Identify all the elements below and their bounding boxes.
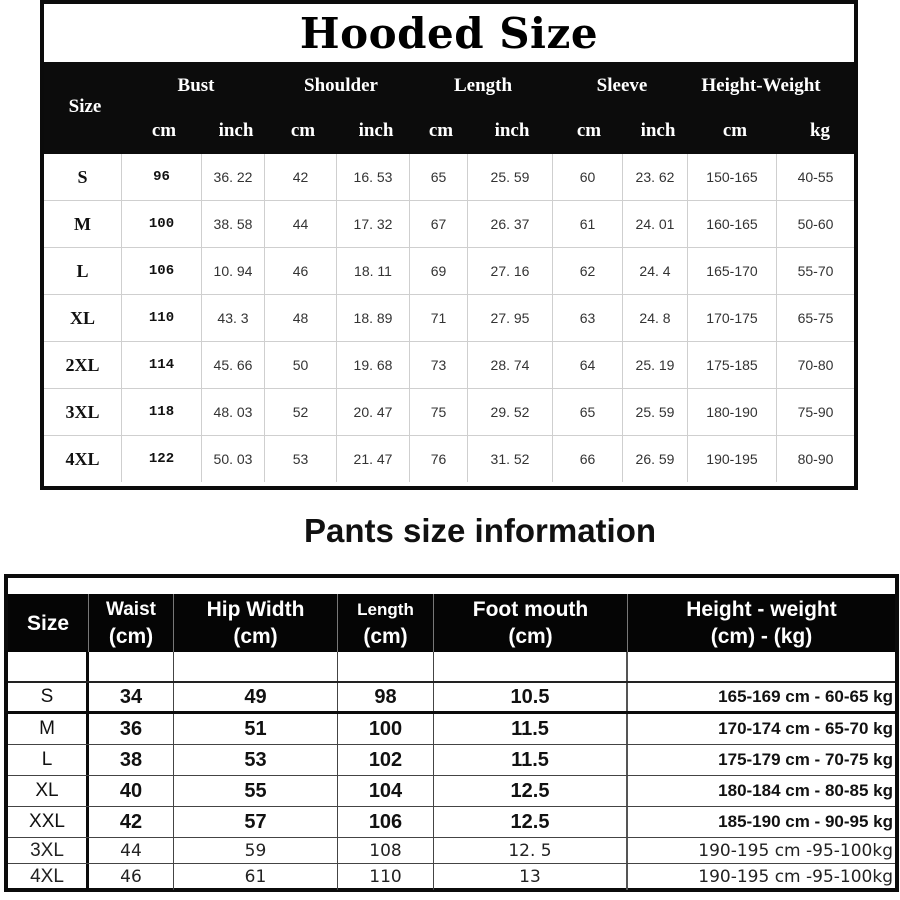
size-cell: M [8, 714, 89, 744]
sleeve-inch: 26. 59 [623, 436, 688, 482]
header-foot-mouth [434, 594, 628, 652]
table-row [8, 745, 895, 776]
sleeve-cm: 62 [553, 248, 623, 294]
sleeve-inch: 25. 19 [623, 342, 688, 388]
height-weight-cell: 180-184 cm - 80-85 kg [718, 781, 893, 800]
foot-cell: 12.5 [434, 776, 628, 806]
hip-cell: 59 [174, 838, 338, 863]
bust-inch: 48. 03 [202, 389, 265, 435]
size-cell: 3XL [44, 389, 122, 435]
sleeve-cm: 60 [553, 154, 623, 200]
sleeve-inch: 25. 59 [623, 389, 688, 435]
weight-kg: 80-90 [797, 451, 834, 467]
size-cell: 3XL [8, 838, 89, 863]
length-cell: 108 [338, 838, 434, 863]
length-cell: 98 [338, 683, 434, 711]
table-row [44, 248, 854, 295]
length-cm: 71 [410, 295, 468, 341]
bust-cm: 110 [122, 295, 202, 341]
header-bust: Bust [177, 75, 215, 96]
header-length [338, 594, 434, 652]
weight-kg: 40-55 [797, 169, 834, 185]
shoulder-inch: 20. 47 [337, 389, 410, 435]
bust-cm: 114 [122, 342, 202, 388]
hip-cell: 49 [174, 683, 338, 711]
shoulder-inch: 17. 32 [337, 201, 410, 247]
sleeve-inch: 23. 62 [623, 154, 688, 200]
height-cm: 180-190 [688, 389, 777, 435]
foot-cell: 13 [434, 864, 628, 890]
size-cell: L [8, 745, 89, 775]
header-waist-l1: Waist [106, 599, 156, 620]
length-inch: 26. 37 [468, 201, 553, 247]
sleeve-inch: 24. 01 [623, 201, 688, 247]
unit-hw-kg: kg [809, 120, 831, 141]
header-size: Size [68, 96, 102, 117]
header-length: Length [453, 75, 513, 96]
length-cell: 102 [338, 745, 434, 775]
sleeve-inch: 24. 4 [623, 248, 688, 294]
header-foot-l2: (cm) [508, 625, 553, 648]
weight-kg: 65-75 [797, 310, 834, 326]
unit-bust-cm: cm [151, 120, 177, 141]
pants-title: Pants size information [303, 512, 657, 549]
height-weight-cell: 165-169 cm - 60-65 kg [718, 687, 893, 706]
table-row [8, 807, 895, 838]
pants-header [8, 594, 895, 652]
height-cm: 190-195 [688, 436, 777, 482]
blank-cell [174, 652, 338, 681]
header-foot-l1: Foot mouth [472, 598, 589, 621]
shoulder-inch: 18. 89 [337, 295, 410, 341]
bust-cm: 122 [122, 436, 202, 482]
blank-cell [434, 652, 628, 681]
height-cm: 160-165 [688, 201, 777, 247]
waist-cell: 44 [89, 838, 174, 863]
size-cell: S [44, 154, 122, 200]
hip-cell: 51 [174, 714, 338, 744]
bust-cm: 100 [122, 201, 202, 247]
header-hip-l2: (cm) [233, 625, 278, 648]
header-sleeve: Sleeve [596, 75, 648, 96]
unit-length-inch: inch [494, 120, 530, 141]
table-row [44, 389, 854, 436]
shoulder-cm: 52 [265, 389, 337, 435]
height-weight-cell: 190-195 cm -95-100kg [698, 867, 893, 887]
height-cm: 165-170 [688, 248, 777, 294]
weight-kg: 70-80 [797, 357, 834, 373]
header-hw-l2: (cm) - (kg) [710, 625, 813, 648]
waist-cell: 36 [89, 714, 174, 744]
header-hw-l1: Height - weight [686, 598, 837, 621]
height-cm: 170-175 [688, 295, 777, 341]
shoulder-cm: 48 [265, 295, 337, 341]
size-cell: 4XL [8, 864, 89, 890]
bust-inch: 45. 66 [202, 342, 265, 388]
length-cm: 73 [410, 342, 468, 388]
bust-cm: 106 [122, 248, 202, 294]
length-cell: 104 [338, 776, 434, 806]
length-inch: 27. 95 [468, 295, 553, 341]
weight-kg: 50-60 [797, 216, 834, 232]
table-row [44, 154, 854, 201]
unit-length-cm: cm [428, 120, 454, 141]
header-height-weight [628, 594, 895, 652]
hooded-size-table [40, 0, 858, 490]
table-row [44, 295, 854, 342]
height-weight-cell: 185-190 cm - 90-95 kg [718, 812, 893, 831]
shoulder-inch: 18. 11 [337, 248, 410, 294]
sleeve-cm: 66 [553, 436, 623, 482]
weight-kg: 75-90 [797, 404, 834, 420]
table-row [44, 201, 854, 248]
length-cm: 65 [410, 154, 468, 200]
size-cell: S [8, 683, 89, 711]
bust-cm: 118 [122, 389, 202, 435]
blank-row [8, 652, 895, 683]
length-cell: 110 [338, 864, 434, 890]
length-inch: 27. 16 [468, 248, 553, 294]
length-cell: 106 [338, 807, 434, 837]
bust-inch: 36. 22 [202, 154, 265, 200]
top-blank-row [8, 578, 895, 594]
shoulder-cm: 42 [265, 154, 337, 200]
pants-body [8, 683, 895, 890]
header-shoulder: Shoulder [304, 75, 378, 96]
sleeve-cm: 64 [553, 342, 623, 388]
sleeve-cm: 61 [553, 201, 623, 247]
header-size-label: Size [26, 611, 70, 635]
header-hip-width [174, 594, 338, 652]
unit-hw-cm: cm [722, 120, 748, 141]
sleeve-cm: 65 [553, 389, 623, 435]
hip-cell: 55 [174, 776, 338, 806]
size-cell: 4XL [44, 436, 122, 482]
size-cell: M [44, 201, 122, 247]
height-cm: 175-185 [688, 342, 777, 388]
shoulder-inch: 19. 68 [337, 342, 410, 388]
length-cm: 76 [410, 436, 468, 482]
shoulder-cm: 46 [265, 248, 337, 294]
length-inch: 28. 74 [468, 342, 553, 388]
header-size [8, 594, 89, 652]
length-inch: 25. 59 [468, 154, 553, 200]
waist-cell: 46 [89, 864, 174, 890]
table-row [8, 776, 895, 807]
hip-cell: 61 [174, 864, 338, 890]
header-hip-l1: Hip Width [206, 598, 305, 621]
bust-inch: 43. 3 [202, 295, 265, 341]
header-length-l2: (cm) [363, 625, 408, 648]
hip-cell: 57 [174, 807, 338, 837]
length-cm: 67 [410, 201, 468, 247]
unit-shoulder-inch: inch [358, 120, 394, 141]
length-inch: 31. 52 [468, 436, 553, 482]
blank-cell [8, 652, 89, 681]
blank-cell [338, 652, 434, 681]
header-waist-l2: (cm) [108, 625, 154, 648]
length-inch: 29. 52 [468, 389, 553, 435]
table-row [44, 436, 854, 482]
size-cell: XL [44, 295, 122, 341]
hooded-body [44, 154, 854, 482]
foot-cell: 11.5 [434, 714, 628, 744]
header-length-l1: Length [357, 600, 414, 619]
length-cm: 69 [410, 248, 468, 294]
blank-cell [89, 652, 174, 681]
pants-size-table [4, 574, 899, 892]
bust-inch: 50. 03 [202, 436, 265, 482]
bust-inch: 10. 94 [202, 248, 265, 294]
waist-cell: 38 [89, 745, 174, 775]
table-row [8, 683, 895, 714]
waist-cell: 40 [89, 776, 174, 806]
shoulder-inch: 21. 47 [337, 436, 410, 482]
unit-bust-inch: inch [218, 120, 254, 141]
table-row [8, 838, 895, 864]
table-row [44, 342, 854, 389]
shoulder-inch: 16. 53 [337, 154, 410, 200]
shoulder-cm: 44 [265, 201, 337, 247]
bust-cm: 96 [122, 154, 202, 200]
weight-kg: 55-70 [797, 263, 834, 279]
size-cell: 2XL [44, 342, 122, 388]
foot-cell: 12.5 [434, 807, 628, 837]
height-weight-cell: 175-179 cm - 70-75 kg [718, 750, 893, 769]
length-cm: 75 [410, 389, 468, 435]
size-cell: L [44, 248, 122, 294]
size-cell: XXL [8, 807, 89, 837]
foot-cell: 10.5 [434, 683, 628, 711]
shoulder-cm: 53 [265, 436, 337, 482]
height-weight-cell: 190-195 cm -95-100kg [698, 840, 893, 861]
sleeve-inch: 24. 8 [623, 295, 688, 341]
unit-shoulder-cm: cm [290, 120, 316, 141]
height-cm: 150-165 [688, 154, 777, 200]
header-waist [89, 594, 174, 652]
table-row [8, 864, 895, 890]
table-row [8, 714, 895, 745]
height-weight-cell: 170-174 cm - 65-70 kg [718, 719, 893, 738]
hooded-title: Hooded Size [299, 8, 599, 58]
hooded-header [44, 62, 854, 154]
length-cell: 100 [338, 714, 434, 744]
unit-sleeve-cm: cm [576, 120, 602, 141]
foot-cell: 11.5 [434, 745, 628, 775]
shoulder-cm: 50 [265, 342, 337, 388]
size-cell: XL [8, 776, 89, 806]
sleeve-cm: 63 [553, 295, 623, 341]
unit-sleeve-inch: inch [640, 120, 676, 141]
waist-cell: 34 [89, 683, 174, 711]
header-height-weight: Height-Weight [701, 75, 821, 96]
waist-cell: 42 [89, 807, 174, 837]
bust-inch: 38. 58 [202, 201, 265, 247]
hip-cell: 53 [174, 745, 338, 775]
foot-cell: 12. 5 [434, 838, 628, 863]
